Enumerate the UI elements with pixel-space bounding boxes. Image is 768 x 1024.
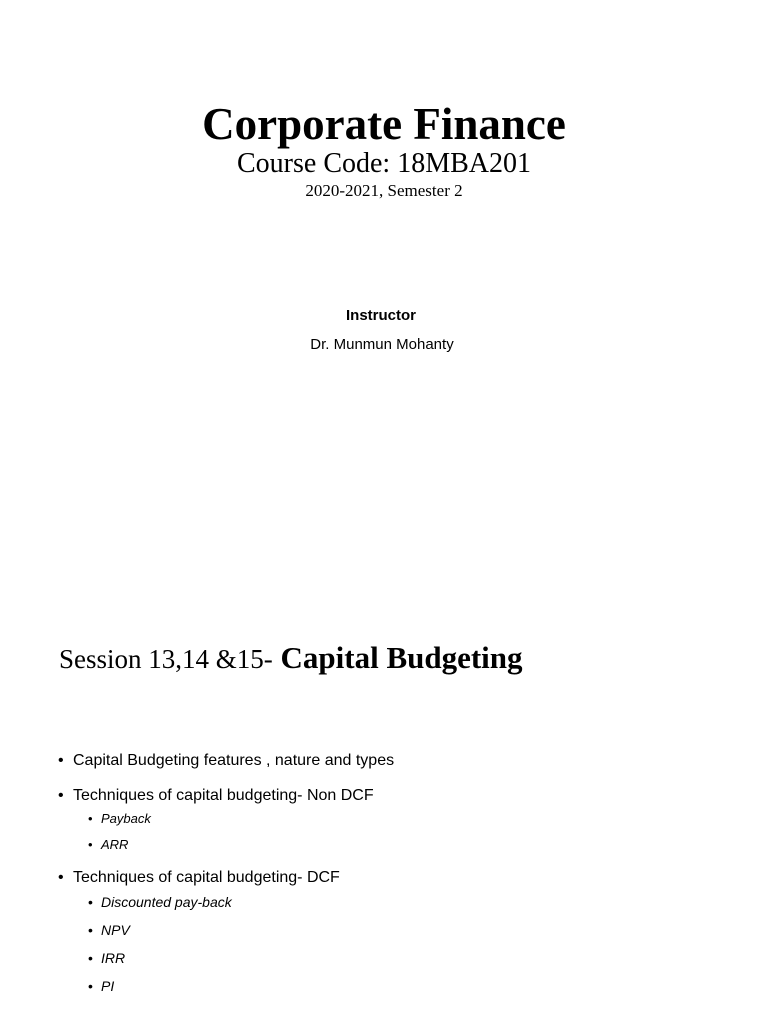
subtopic-item: • IRR bbox=[88, 948, 394, 968]
subtopic-item: • PI bbox=[88, 976, 394, 996]
instructor-label: Instructor bbox=[345, 307, 416, 324]
academic-term: 2020-2021, Semester 2 bbox=[305, 181, 463, 200]
topic-item-text: Techniques of capital budgeting- DCF bbox=[73, 869, 340, 886]
subtopic-list bbox=[73, 810, 394, 854]
topic-item bbox=[58, 750, 394, 772]
session-heading bbox=[59, 640, 523, 676]
instructor-name: Dr. Munmun Mohanty bbox=[310, 336, 454, 353]
session-number: Session 13,14 &15- bbox=[59, 644, 273, 674]
subtopic-item: • Discounted pay-back bbox=[88, 892, 394, 912]
topic-item bbox=[58, 785, 394, 854]
topic-item bbox=[58, 867, 394, 996]
subtopic-item: • NPV bbox=[88, 920, 394, 940]
course-title: Corporate Finance bbox=[202, 99, 566, 149]
subtopic-item: • Payback bbox=[88, 810, 394, 828]
topic-list bbox=[58, 750, 394, 1009]
session-topic: Capital Budgeting bbox=[272, 640, 523, 675]
topic-item-text: Capital Budgeting features , nature and types bbox=[73, 752, 395, 769]
subtopic-item: • ARR bbox=[88, 836, 394, 854]
topic-item-text: Techniques of capital budgeting- Non DCF bbox=[73, 787, 374, 804]
course-code: Course Code: 18MBA201 bbox=[237, 148, 531, 179]
subtopic-list bbox=[73, 892, 394, 996]
